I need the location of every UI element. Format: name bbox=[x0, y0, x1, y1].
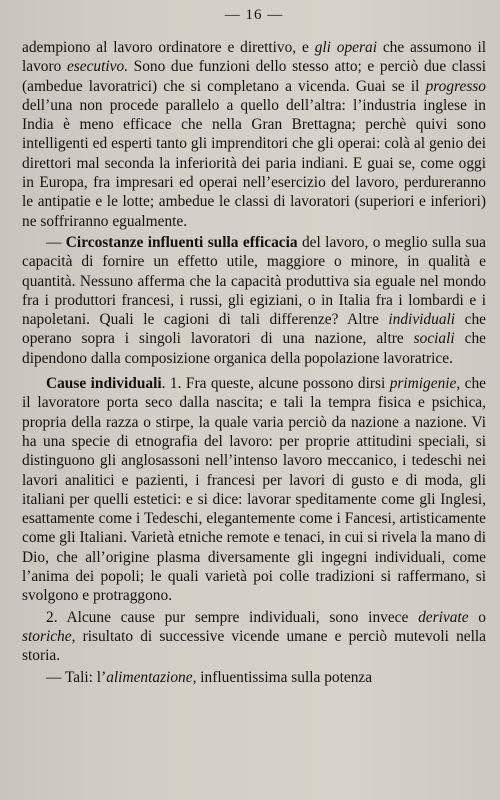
italic-text: esecutivo. bbox=[66, 58, 129, 76]
italic-text: sociali bbox=[413, 330, 455, 348]
text-run: . 1. Fra queste, alcune possono dirsi bbox=[161, 375, 390, 393]
italic-text: primigenie bbox=[389, 375, 457, 393]
text-run: — Tali: l’ bbox=[46, 668, 107, 686]
text-run: , risultato di successive vicende umane e perciò mutevoli nella storia. bbox=[22, 627, 486, 665]
text-run: che dipendono dalla composizione organica della popolazione lavoratrice. bbox=[22, 330, 486, 367]
body-text bbox=[22, 38, 486, 687]
paragraph bbox=[22, 38, 486, 231]
text-run: o bbox=[468, 608, 486, 626]
text-run: che operano sopra i singoli lavoratori di una nazione, altre bbox=[22, 311, 486, 348]
bold-text: Cause individuali bbox=[46, 375, 162, 393]
paragraph bbox=[22, 374, 486, 606]
text-run: — bbox=[46, 233, 66, 251]
text-run: Sono due funzioni dello stesso atto; e perciò due classi (ambedue lavoratrici) che si completano a vicenda. Guai se il bbox=[22, 58, 486, 95]
page-number: — 16 — bbox=[224, 7, 284, 23]
text-run: del lavoro, o meglio sulla sua capacità di fornire un effetto utile, maggiore o minore, in qualità e quantità. Nessuno afferma che la capacità produttiva sia eguale nel mondo fra i produttori francesi, i russi, gli egiziani, o in Italia fra i lombardi e i napoletani. Quali le cagioni di tali differenze? Altre bbox=[22, 233, 486, 329]
paragraph bbox=[22, 608, 486, 666]
text-run: dell’una non procede parallelo a quello dell’altra: l’industria inglese in India è meno efficace che nella Gran Brettagna; perchè quivi sono intelligenti ed esperti tanto gli imprenditori che gli operai: colà al genio dei direttori mal seconda la inferiorità dei paria indiani. E guai se, come oggi in Europa, fra impresari ed operai nell’esercizio del lavoro, perdureranno le antipatie e le lotte; ambedue le classi di lavoratori (superiori e inferiori) ne soffriranno egualmente. bbox=[22, 96, 486, 230]
paragraph bbox=[22, 668, 486, 687]
text-run: , che il lavoratore porta seco dalla nascita; e tali la tempra fisica e psichica, propria della razza o stirpe, la quale varia perciò da nazione a nazione. Vi ha una specie di etnografia del lavoro: per proprie attitudini speciali, si distinguono gli anglosassoni nell’intenso lavoro meccanico, i tedeschi nei lavori analitici e pazienti, i francesi per lavori di gusto e di moda, gli italiani per quelli estetici: e si dice: lavorar speditamente come gli Inglesi, esattamente come i Tedeschi, elegantemente come i Fancesi, artisticamente come gli Italiani. Varietà etniche remote e tenaci, in cui si rivela la mano di Dio, che all’origine plasma diversamente gli ingegni individuali, come l’anima dei popoli; le quali varietà poi colle tradizioni si raffermano, si svolgono e protraggono. bbox=[22, 375, 487, 605]
italic-text: gli operai bbox=[314, 39, 377, 56]
italic-text: individuali bbox=[388, 311, 456, 329]
italic-text: derivate bbox=[418, 608, 469, 626]
text-run: che assumono il lavoro bbox=[22, 39, 487, 76]
bold-text: Circostanze influenti sulla efficacia bbox=[65, 233, 298, 251]
italic-text: alimentazione bbox=[106, 668, 193, 686]
text-run: 2. Alcune cause pur sempre individuali, sono invece bbox=[46, 608, 419, 626]
text-run: , influentissima sulla potenza bbox=[192, 668, 373, 686]
text-run: adempiono al lavoro ordinatore e direttivo, e bbox=[22, 39, 315, 56]
paragraph bbox=[22, 233, 486, 368]
italic-text: storiche bbox=[22, 627, 72, 645]
italic-text: progresso bbox=[425, 77, 486, 95]
